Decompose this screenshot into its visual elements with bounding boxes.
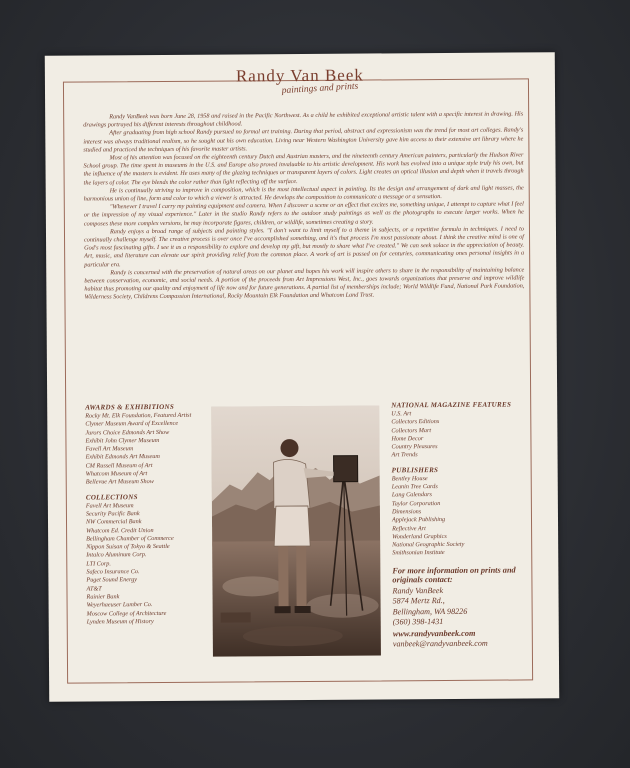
- list-item: Rainier Bank: [86, 593, 120, 601]
- contact-phone: (360) 398-1431: [392, 617, 444, 627]
- list-item: Exhibit Edmonds Art Museum: [85, 453, 160, 461]
- list-item: CM Russell Museum of Art: [85, 461, 153, 470]
- publishers-list: [392, 474, 543, 558]
- contact-email-link[interactable]: vanbeek@randyvanbeek.com: [392, 638, 488, 649]
- collections-list: [86, 501, 217, 626]
- right-column: [391, 400, 543, 649]
- left-column: [85, 403, 217, 627]
- bio-paragraph: Most of his attention was focused on the eighteenth century Dutch and Austrian masters, and the nineteenth century American painters, particularly the Hudson River School group. The time spent in museums in the U.S. and Europe also proved invaluable to his artistic development. His work has evolved into a unique style truly his own, but the influence of the masters is evident. He uses many of the glazing techniques or transparent layers of colors. Light creates an optical illusion and depth when it travels through the layers of color. The eye blends the color rather than light reflecting off the surface.: [83, 151, 524, 187]
- list-item: Dimensions: [391, 508, 422, 516]
- list-item: Clymer Museum Award of Excellence: [85, 420, 179, 428]
- page-subtitle: paintings and prints: [281, 81, 359, 97]
- list-item: Bellevue Art Museum Show: [85, 478, 154, 486]
- contact-heading: For more information on prints and originals contact:: [392, 565, 516, 585]
- collections-heading: COLLECTIONS: [85, 492, 138, 502]
- list-item: Smithsonian Institute: [392, 549, 445, 557]
- magazines-list: [391, 409, 541, 460]
- list-item: Home Decor: [391, 435, 424, 443]
- list-item: Rocky Mt. Elk Foundation, Featured Artist: [85, 411, 192, 420]
- list-item: Wonderland Graphics: [392, 532, 447, 541]
- magazines-heading: NATIONAL MAGAZINE FEATURES: [391, 400, 512, 410]
- list-item: Favell Art Museum: [85, 501, 134, 510]
- list-item: Moscow College of Architecture: [86, 609, 167, 618]
- list-item: Leanin Tree Cards: [391, 483, 438, 491]
- list-item: AT&T: [86, 585, 102, 593]
- bio-paragraph: "Whenever I travel I carry my painting equipment and camera. When I discover a scene or an effect that excites me, something unique, I attempt to capture what I feel or the impression of my visual experience." Later in the studio Randy refers to the outdoor study paintings as well as the photographs to execute larger works. When he composes these more complex versions, he may incorporate figures, children, or wildlife, sometimes creating a story.: [83, 200, 524, 228]
- artist-photo: [211, 405, 381, 656]
- contact-city: Bellingham, WA 98226: [392, 606, 468, 617]
- list-item: Nippon Suisan of Tokyo & Seattle: [86, 543, 170, 551]
- list-item: NW Commercial Bank: [85, 518, 142, 526]
- bio-paragraph: Randy enjoys a broad range of subjects and painting styles. "I don't want to limit myself to a theme in subjects, or a repetitive formula in techniques. I need to continually challenge myself. The creative process is over once I've accomplished something, and it's that process I'm most passionate about. I think the creative mind is one of God's most fascinating gifts. I see it as a responsibility to explore and develop my gift, but mostly to share what I've created." We can seek solace in the appreciation of beauty. Art, music, and literature can elevate our spirit providing relief from the common place. A work of art is passed on for centuries, communicating ones personal insights in a particular era.: [84, 225, 525, 269]
- bio-paragraph: He is continually striving to improve in composition, which is the most intellectual aspect in painting. Its the design and arrangement of dark and light masses, the harmonious union of line, form and color to which a viewer is attracted. He develops the composition to communicate a message or a sensation.: [83, 184, 524, 203]
- list-item: Bentley House: [391, 474, 428, 483]
- list-item: Security Pacific Bank: [85, 510, 140, 518]
- contact-street: 5874 Mertz Rd.,: [392, 596, 445, 606]
- bio-paragraph: Randy is concerned with the preservation of natural areas on our planet and hopes his work will inspire others to share in the responsibility of maintaining balance between conservation, economic, and social needs. A portion of the proceeds from Art Impressions West, Inc., goes towards organizations that preserve and improve wildlife habitat thus promoting our quality and enjoyment of life now and for future generations. A partial list of memberships include; World Wildlife Fund, National Park Foundation, Wilderness Society, Childrens Compassion International, Rocky Mountain Elk Foundation and Whatcom Land Trust.: [84, 266, 525, 301]
- list-item: Applejack Publishing: [391, 516, 446, 524]
- contact-block: [392, 565, 543, 650]
- list-item: Art Trends: [391, 451, 418, 459]
- list-item: Collectors Editions: [391, 418, 440, 426]
- bio-paragraph: After graduating from high school Randy pursued no formal art training. During that period, abstract and expressionism was the trend for most art colleges. Randy's interest was always traditional realism, so he sought out his own education. Living near Western Washington University gave him access to their extensive art library where he studied and practiced the techniques of his favorite master artists.: [83, 126, 524, 154]
- list-item: Country Pleasures: [391, 443, 438, 451]
- list-item: Safeco Insurance Co.: [86, 568, 140, 576]
- list-item: Whatcom Ed. Credit Union: [86, 526, 154, 535]
- contact-website-link[interactable]: www.randyvanbeek.com: [392, 628, 476, 639]
- biography: [83, 110, 524, 302]
- list-item: Reflective Art: [392, 524, 426, 532]
- list-item: Puget Sound Energy: [86, 576, 138, 584]
- list-item: LTI Corp.: [86, 560, 111, 568]
- list-item: Weyerhaeuser Lumber Co.: [86, 601, 153, 609]
- artist-painting-photo-illustration: [211, 405, 381, 656]
- awards-list: [85, 412, 216, 488]
- awards-heading: AWARDS & EXHIBITIONS: [85, 402, 175, 412]
- list-item: Intalco Aluminum Corp.: [86, 551, 147, 559]
- list-item: Collectors Mart: [391, 426, 432, 434]
- list-item: Lynden Museum of History: [86, 617, 154, 626]
- contact-name: Randy VanBeek: [392, 585, 444, 596]
- list-item: National Geographic Society: [392, 541, 465, 549]
- list-item: Whatcom Museum of Art: [85, 470, 148, 478]
- flyer-sheet: [45, 52, 559, 702]
- list-item: Taylor Corporation: [391, 499, 441, 508]
- list-item: Bellingham Chamber of Commerce: [86, 534, 174, 543]
- page-title: Randy Van Beek: [235, 65, 364, 86]
- publishers-heading: PUBLISHERS: [391, 465, 439, 475]
- list-item: Favell Art Museum: [85, 445, 134, 453]
- list-item: U.S. Art: [391, 410, 412, 418]
- list-item: Jurors Choice Edmonds Art Show: [85, 428, 170, 437]
- list-item: Lang Calendars: [391, 491, 432, 499]
- list-item: Exhibit John Clymer Museum: [85, 436, 160, 445]
- bio-paragraph: Randy VanBeek was born June 28, 1958 and raised in the Pacific Northwest. As a child he exhibited exceptional artistic talent with a specific interest in drawing. His drawings portrayed his different interests throughout childhood.: [83, 110, 524, 129]
